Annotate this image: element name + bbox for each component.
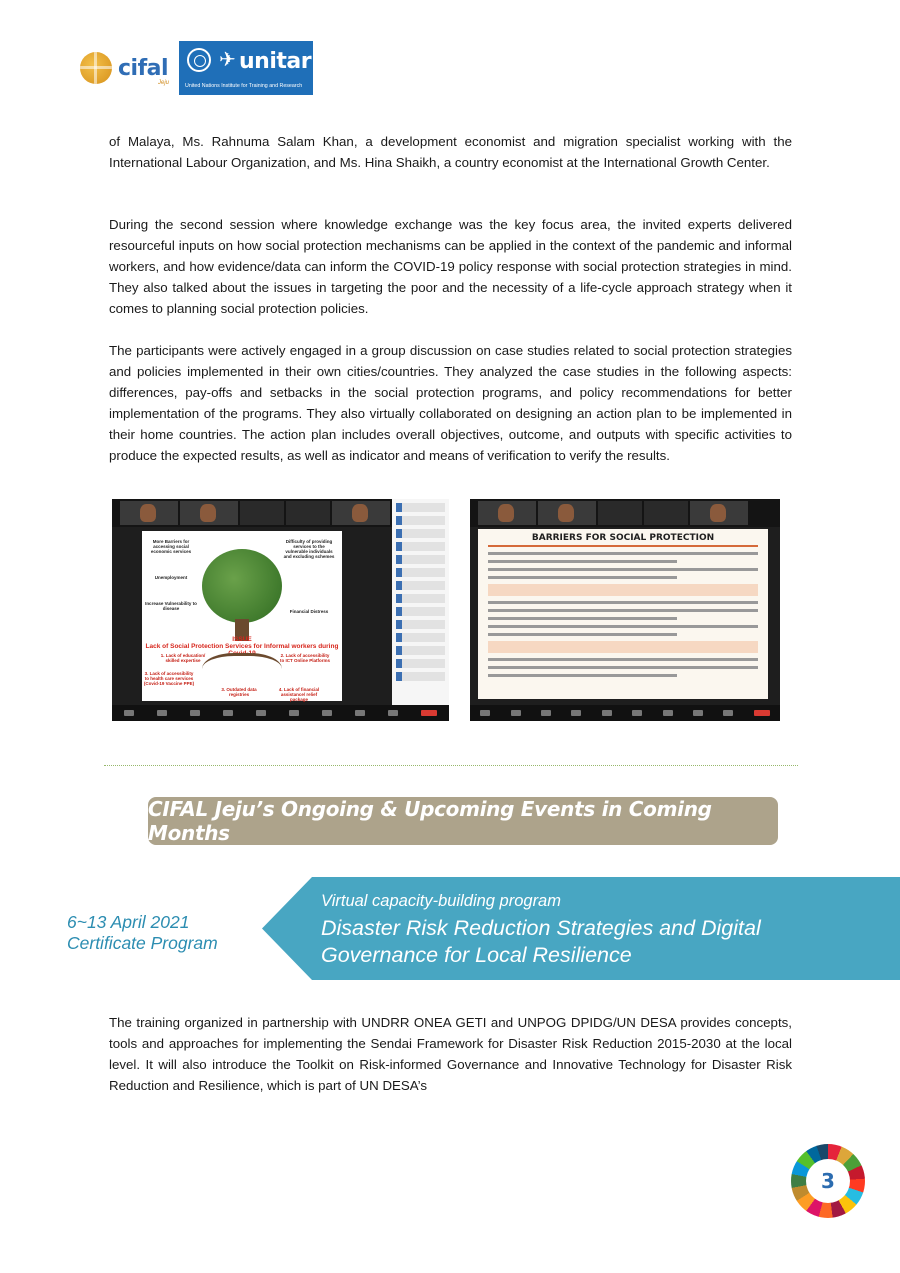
slide-label: 3. Outdated data registries bbox=[221, 687, 257, 697]
zoom-screenshot-barriers bbox=[470, 499, 780, 721]
slide-issue-label: ISSUE bbox=[232, 636, 252, 643]
video-thumbnail bbox=[478, 501, 536, 525]
slide-label: 3. Lack of accessibility to health care services (Covid-19 Vaccine PPE) bbox=[143, 671, 195, 686]
paragraph-training: The training organized in partnership with UNDRR ONEA GETI and UNPOG DPIDG/UN DESA provides concepts, tools and approaches for implementing the Sendai Framework for Disaster Risk Reduction 2015-2030 at the local level. It will also introduce the Toolkit on Risk-informed Governance and Innovative Technology for Disaster Risk Reduction and Resilience, which is part of UN DESA’s bbox=[109, 1015, 792, 1093]
slide-label: Increase Vulnerability to disease bbox=[145, 601, 197, 611]
events-section-title: CIFAL Jeju’s Ongoing & Upcoming Events in Coming Months bbox=[148, 797, 712, 845]
video-thumbnail bbox=[180, 501, 238, 525]
event-kicker: Virtual capacity-building program bbox=[321, 892, 561, 910]
event-date: 6~13 April 2021 bbox=[67, 912, 190, 932]
dove-icon: ✈ bbox=[219, 49, 236, 71]
unitar-logo bbox=[179, 41, 313, 95]
video-thumbnail bbox=[286, 501, 330, 525]
video-thumbnail bbox=[538, 501, 596, 525]
event-type: Certificate Program bbox=[67, 933, 218, 953]
video-thumbnail bbox=[690, 501, 748, 525]
meeting-toolbar bbox=[470, 705, 780, 721]
zoom-screenshot-tree bbox=[112, 499, 449, 721]
unitar-logo-subtitle: United Nations Institute for Training and Research bbox=[185, 83, 303, 89]
event-date-block bbox=[67, 912, 218, 954]
video-thumbnail bbox=[120, 501, 178, 525]
slide-label: 1. Lack of education/ skilled expertise bbox=[160, 653, 206, 663]
globe-icon bbox=[80, 52, 112, 84]
page-number: 3 bbox=[821, 1169, 835, 1193]
event-title: Disaster Risk Reduction Strategies and Digital Governance for Local Resilience bbox=[321, 916, 761, 967]
slide-label: Difficulty of providing services to the vulnerable individuals and excluding schemes bbox=[283, 539, 335, 559]
un-emblem-icon bbox=[187, 48, 211, 72]
sdg-wheel-icon bbox=[791, 1144, 865, 1218]
video-thumbnail bbox=[598, 501, 642, 525]
shared-slide-tree bbox=[142, 531, 342, 701]
cifal-logo-text: cifal bbox=[118, 55, 169, 81]
slide-title: BARRIERS FOR SOCIAL PROTECTION bbox=[488, 533, 758, 547]
cifal-logo bbox=[80, 40, 176, 96]
header-logos bbox=[80, 40, 313, 96]
cifal-logo-subtitle: Jeju bbox=[158, 80, 170, 86]
slide-issue-title: Lack of Social Protection Services for Informal workers during Covid-19 bbox=[145, 643, 339, 657]
unitar-logo-text: unitar bbox=[239, 49, 312, 74]
events-section-banner bbox=[148, 797, 778, 845]
tree-crown-graphic bbox=[202, 549, 282, 623]
meeting-toolbar bbox=[112, 705, 449, 721]
slide-label: Financial Distress bbox=[289, 609, 329, 614]
slide-label: 4. Lack of financial assistance/ relief package bbox=[278, 687, 320, 702]
paragraph-second-session: During the second session where knowledge exchange was the key focus area, the invited experts delivered resourceful inputs on how social protection mechanisms can be applied in the context of the pandemic and informal workers, and how evidence/data can inform the COVID-19 policy response with social protection strategies in mind. They also talked about the issues in targeting the poor and the necessity of a life-cycle approach strategy when it comes to planning social protection policies. bbox=[109, 217, 792, 316]
shared-slide-barriers bbox=[478, 529, 768, 699]
video-thumbnail bbox=[644, 501, 688, 525]
video-thumbnail-strip bbox=[470, 499, 780, 527]
video-thumbnail bbox=[240, 501, 284, 525]
paragraph-speakers: of Malaya, Ms. Rahnuma Salam Khan, a development economist and migration specialist working with the International Labour Organization, and Ms. Hina Shaikh, a country economist at the International Growth Center. bbox=[109, 134, 792, 170]
slide-label: 2. Lack of accessibility to ICT Online Platforms bbox=[279, 653, 330, 663]
slide-label: More Barriers for accessing social economic services bbox=[150, 539, 192, 554]
paragraph-group-discussion: The participants were actively engaged in a group discussion on case studies related to social protection strategies and policies implemented in their own cities/countries. They analyzed the case studies in the following aspects: differences, pay-offs and setbacks in the social protection programs, and policy recommendations for better implementation of the programs. They also virtually collaborated on designing an action plan to be implemented in their home countries. The action plan includes overall objectives, outcome, and outputs with specific activities to produce the expected results, as well as indicator and means of verification to verify the results. bbox=[109, 343, 792, 463]
slide-label: Unemployment bbox=[154, 575, 188, 580]
section-divider bbox=[104, 765, 798, 766]
participants-panel bbox=[392, 499, 449, 721]
video-thumbnail bbox=[332, 501, 390, 525]
